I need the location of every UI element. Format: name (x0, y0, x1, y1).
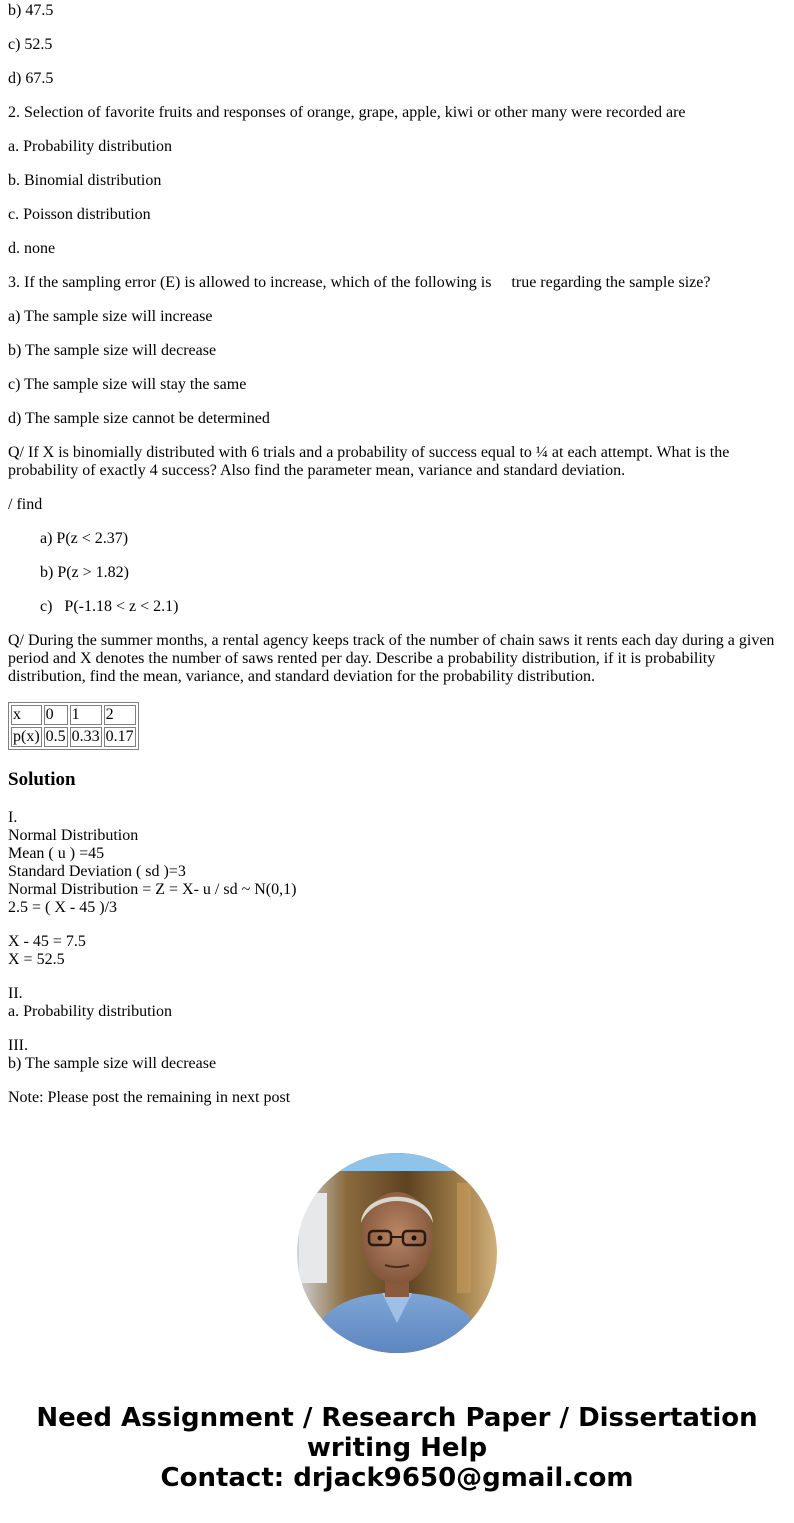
table-cell: 1 (70, 705, 102, 725)
portrait-image (297, 1153, 497, 1353)
q5-intro: / find (8, 496, 43, 513)
table-cell: p(x) (13, 728, 40, 745)
solution-heading: Solution (8, 769, 76, 790)
q1-option-c: c) 52.5 (8, 36, 53, 53)
q5-item-c: c) P(-1.18 < z < 2.1) (40, 598, 179, 615)
solution-part-2 (8, 985, 786, 1021)
solution-part-3 (8, 1037, 786, 1073)
table-row (11, 705, 136, 725)
q4-question: Q/ If X is binomially distributed with 6 trials and a probability of success equal to ¼ at each attempt. What is the probability of exactly 4 success? Also find the parameter mean, variance and standard deviation. (8, 444, 730, 479)
solution-line: X - 45 = 7.5 (8, 933, 86, 950)
solution-line: I. (8, 809, 18, 826)
solution-line: b) The sample size will decrease (8, 1055, 217, 1072)
solution-part-1 (8, 809, 786, 917)
promo-line-2: writing Help (306, 1433, 488, 1463)
table-cell: 0.5 (45, 728, 66, 745)
q2-option-a: a. Probability distribution (8, 138, 172, 155)
table-cell: 0 (44, 705, 68, 725)
q1-option-d: d) 67.5 (8, 70, 54, 87)
table-cell: 0.33 (71, 728, 100, 745)
q6-question: Q/ During the summer months, a rental agency keeps track of the number of chain saws it rents each day during a given period and X denotes the number of saws rented per day. Describe a probability distribution, if it is probability distribution, find the mean, variance, and standard deviation for the probability distribution. (8, 632, 775, 685)
promo-contact: Contact: drjack9650@gmail.com (160, 1463, 634, 1493)
distribution-table (8, 702, 139, 750)
q3-option-a: a) The sample size will increase (8, 308, 213, 325)
solution-line: Standard Deviation ( sd )=3 (8, 863, 186, 880)
q3-question: 3. If the sampling error (E) is allowed to increase, which of the following is true regarding the sample size? (8, 274, 711, 291)
solution-line: 2.5 = ( X - 45 )/3 (8, 899, 118, 916)
q2-question: 2. Selection of favorite fruits and responses of orange, grape, apple, kiwi or other many were recorded are (8, 104, 686, 121)
table-cell: x (11, 705, 42, 725)
q2-option-d: d. none (8, 240, 56, 257)
solution-line: III. (8, 1037, 28, 1054)
q2-option-c: c. Poisson distribution (8, 206, 151, 223)
q3-option-d: d) The sample size cannot be determined (8, 410, 270, 427)
promo-line-1: Need Assignment / Research Paper / Dissertation (36, 1403, 758, 1433)
solution-line: II. (8, 985, 23, 1002)
table-cell: 2 (104, 705, 136, 725)
promo-footer (0, 1403, 794, 1493)
q1-option-b: b) 47.5 (8, 2, 54, 19)
q5-item-a: a) P(z < 2.37) (40, 530, 129, 547)
solution-line: X = 52.5 (8, 951, 65, 968)
table-cell: 0.17 (105, 728, 134, 745)
q3-option-b: b) The sample size will decrease (8, 342, 217, 359)
solution-note: Note: Please post the remaining in next post (8, 1089, 291, 1106)
solution-part-1-result (8, 933, 786, 969)
q3-option-c: c) The sample size will stay the same (8, 376, 247, 393)
q5-item-b: b) P(z > 1.82) (40, 564, 130, 581)
solution-line: Normal Distribution (8, 827, 139, 844)
solution-line: Normal Distribution = Z = X- u / sd ~ N(0,1) (8, 881, 297, 898)
table-row (11, 727, 136, 747)
author-avatar (297, 1153, 497, 1353)
q2-option-b: b. Binomial distribution (8, 172, 162, 189)
solution-line: a. Probability distribution (8, 1003, 172, 1020)
solution-line: Mean ( u ) =45 (8, 845, 105, 862)
